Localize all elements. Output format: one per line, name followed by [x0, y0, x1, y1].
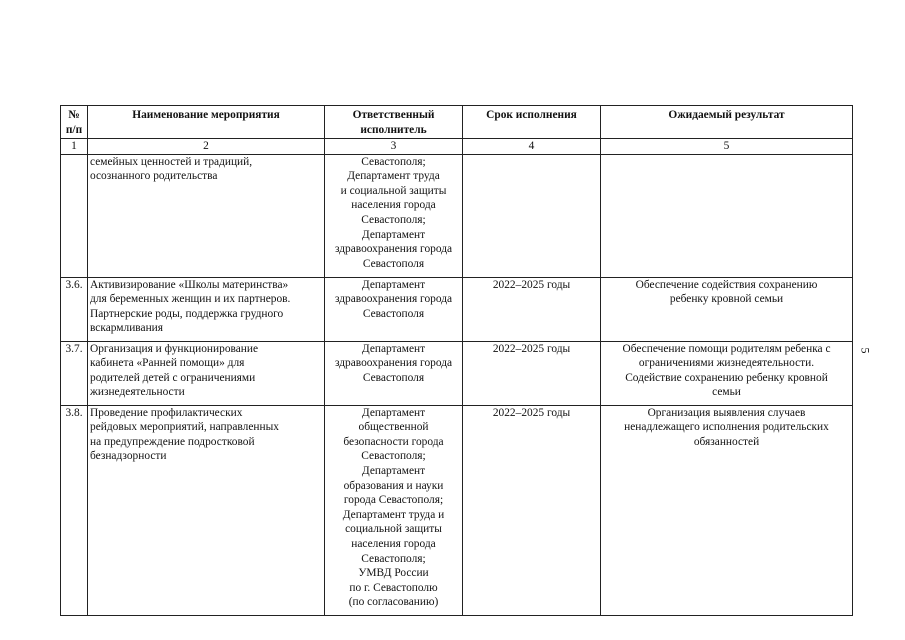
header-number: № п/п — [61, 106, 88, 139]
row-result — [601, 154, 853, 277]
col-num-3: 3 — [325, 139, 463, 155]
page-number: 5 — [858, 347, 873, 354]
header-term: Срок исполнения — [463, 106, 601, 139]
row-name: семейных ценностей и традиций, осознанного родительства — [88, 154, 325, 277]
table-row — [61, 154, 853, 277]
table-row — [61, 341, 853, 405]
row-executor: Департамент здравоохранения города Севастополя — [325, 341, 463, 405]
row-executor: Департамент здравоохранения города Севастополя — [325, 277, 463, 341]
row-name: Активизирование «Школы материнства» для беременных женщин и их партнеров. Партнерские роды, поддержка грудного вскармливания — [88, 277, 325, 341]
measures-table — [60, 105, 853, 616]
col-num-5: 5 — [601, 139, 853, 155]
row-number — [61, 154, 88, 277]
row-number: 3.6. — [61, 277, 88, 341]
row-term — [463, 154, 601, 277]
row-name: Проведение профилактических рейдовых мероприятий, направленных на предупреждение подростковой безнадзорности — [88, 405, 325, 615]
row-executor: Севастополя; Департамент труда и социальной защиты населения города Севастополя; Департамент здравоохранения города Севастополя — [325, 154, 463, 277]
column-numbering-row — [61, 139, 853, 155]
header-executor: Ответственный исполнитель — [325, 106, 463, 139]
row-executor: Департамент общественной безопасности города Севастополя; Департамент образования и науки города Севастополя; Департамент труда и социальной защиты населения города Севастополя; УМВД России по г. Севастополю (по согласованию) — [325, 405, 463, 615]
row-term: 2022–2025 годы — [463, 277, 601, 341]
row-term: 2022–2025 годы — [463, 405, 601, 615]
row-term: 2022–2025 годы — [463, 341, 601, 405]
col-num-1: 1 — [61, 139, 88, 155]
row-result: Обеспечение помощи родителям ребенка с ограничениями жизнедеятельности. Содействие сохранению ребенку кровной семьи — [601, 341, 853, 405]
row-name: Организация и функционирование кабинета «Ранней помощи» для родителей детей с ограничениями жизнедеятельности — [88, 341, 325, 405]
row-number: 3.7. — [61, 341, 88, 405]
header-result: Ожидаемый результат — [601, 106, 853, 139]
table-row — [61, 405, 853, 615]
row-result: Обеспечение содействия сохранению ребенку кровной семьи — [601, 277, 853, 341]
table-header-row — [61, 106, 853, 139]
table-row — [61, 277, 853, 341]
col-num-4: 4 — [463, 139, 601, 155]
col-num-2: 2 — [88, 139, 325, 155]
row-result: Организация выявления случаев ненадлежащего исполнения родительских обязанностей — [601, 405, 853, 615]
header-name: Наименование мероприятия — [88, 106, 325, 139]
row-number: 3.8. — [61, 405, 88, 615]
